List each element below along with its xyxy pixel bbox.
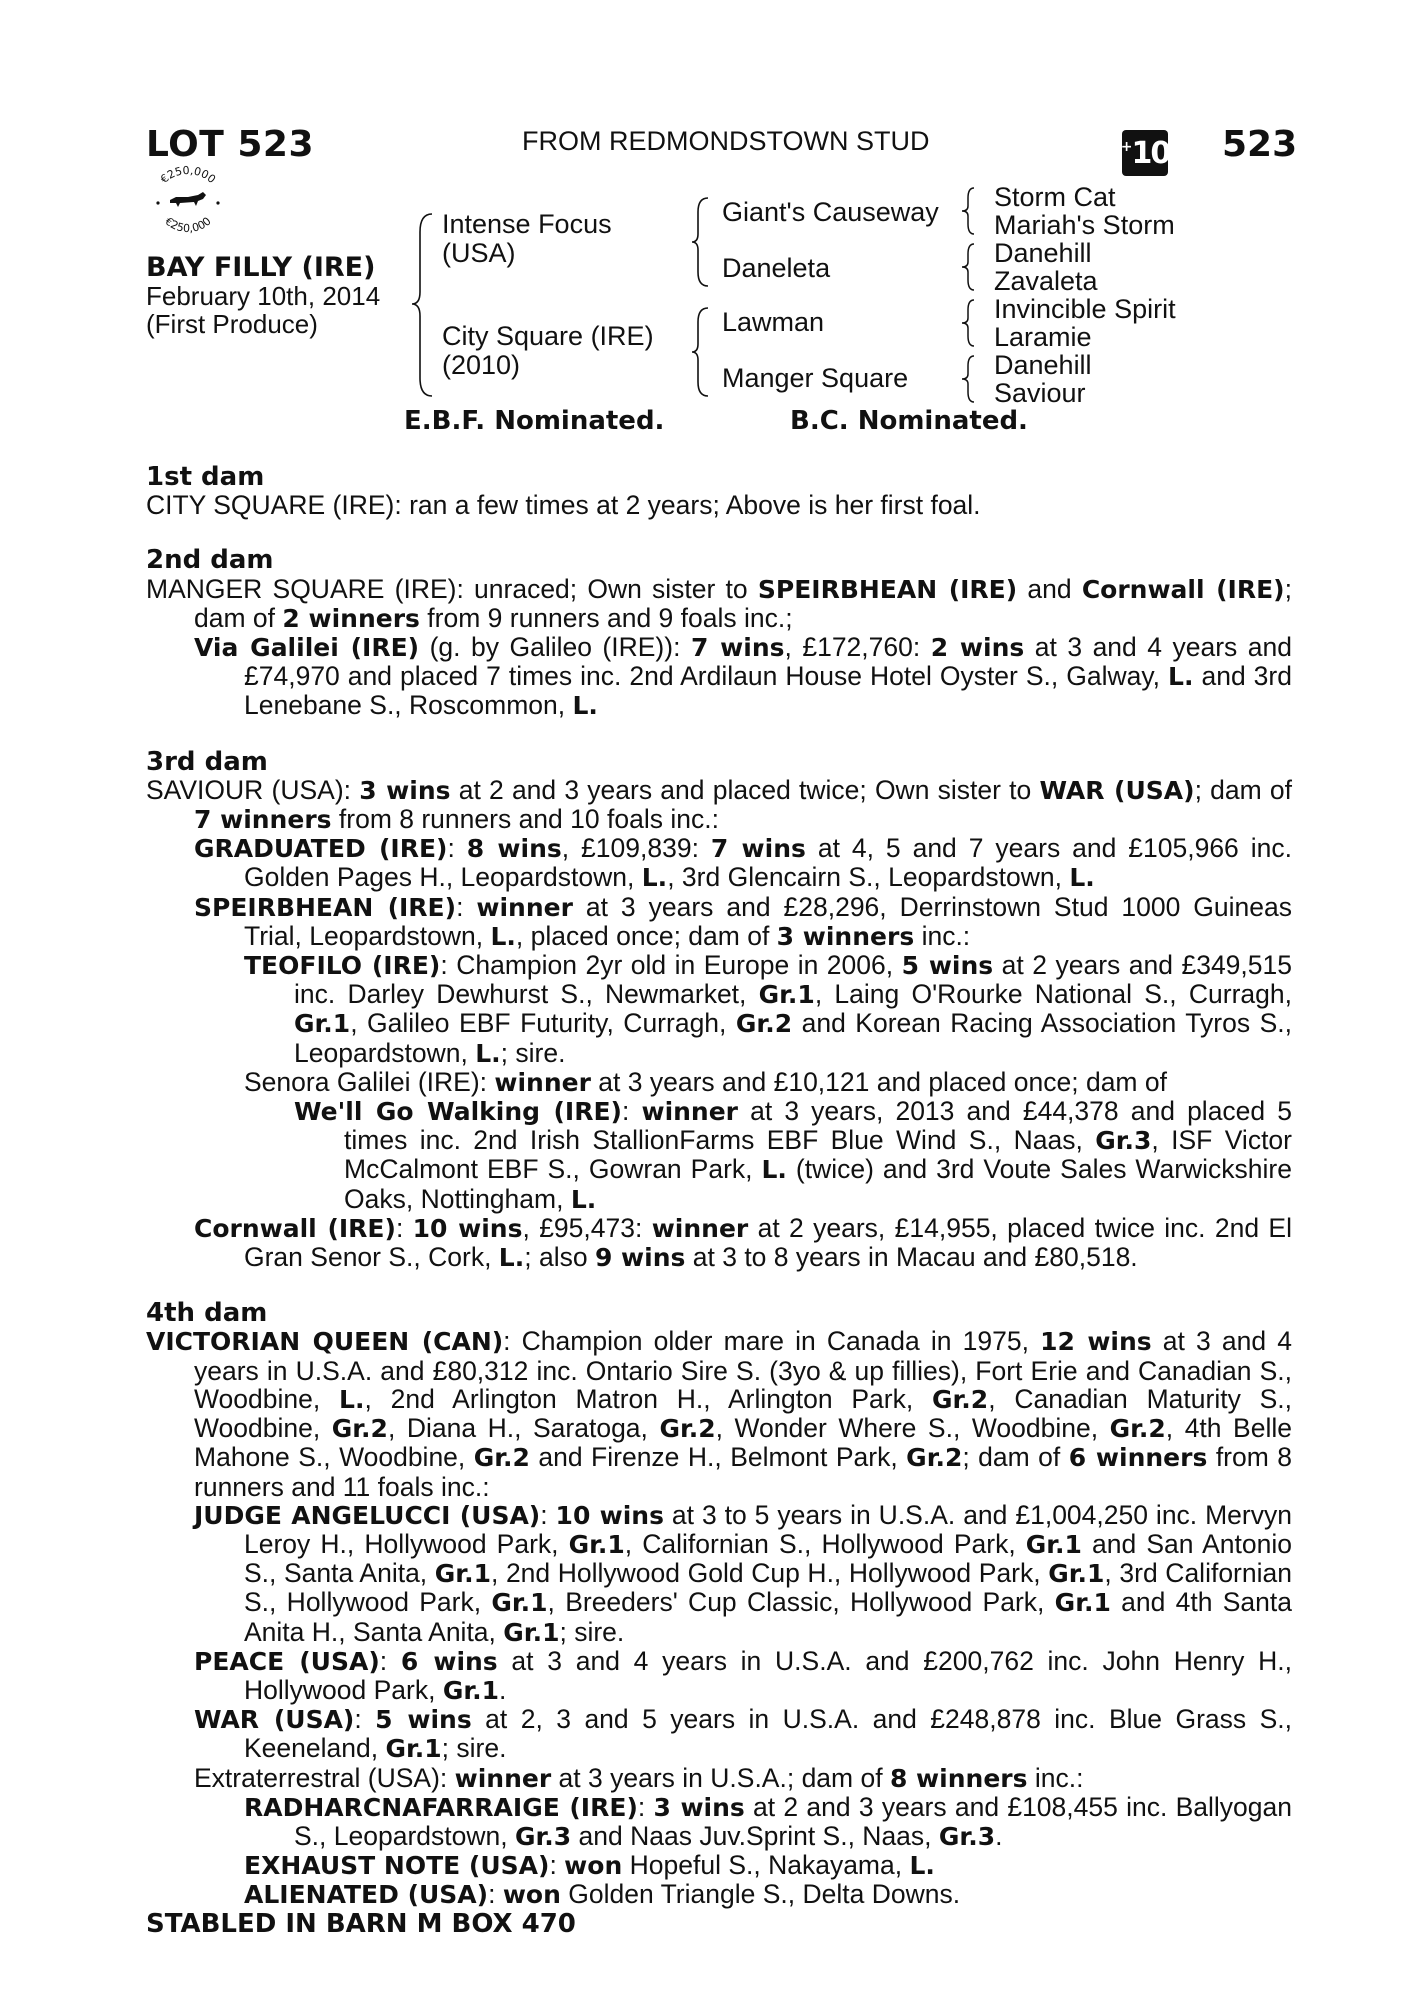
produce-note: (First Produce) (146, 309, 318, 339)
lot-number: 523 (1222, 124, 1298, 165)
first-dam-text: CITY SQUARE (IRE): ran a few times at 2 years; Above is her first foal. (146, 490, 981, 521)
lot-label: LOT 523 (146, 124, 314, 165)
ancestor: Mariah's Storm (994, 210, 1175, 240)
pedigree-bracket (690, 196, 714, 288)
progeny-entry: EXHAUST NOTE (USA): won Hopeful S., Nakayama, L. (244, 1850, 935, 1881)
svg-text:€250,000: €250,000 (162, 214, 214, 236)
foaled-date: February 10th, 2014 (146, 281, 381, 311)
progeny-entry: Via Galilei (IRE) (g. by Galileo (IRE)): 7 wins, £172,760: 2 wins at 3 and 4 years and £74,970 and placed 7 times inc. 2nd Ardilaun House Hotel Oyster S., Galway, L. and 3rd Lenebane S., Roscommon, L. (194, 632, 1292, 721)
pedigree-bracket (960, 354, 980, 404)
progeny-entry: Senora Galilei (IRE): winner at 3 years and £10,121 and placed once; dam of (244, 1066, 1167, 1097)
granddam-sire: Daneleta (722, 253, 831, 283)
progeny-entry: WAR (USA): 5 wins at 2, 3 and 5 years in U.S.A. and £248,878 inc. Blue Grass S., Keeneland, Gr.1; sire. (194, 1704, 1292, 1764)
svg-text:€250,000: €250,000 (157, 163, 219, 186)
progeny-entry: We'll Go Walking (IRE): winner at 3 years, 2013 and £44,378 and placed 5 times inc. 2nd Irish StallionFarms EBF Blue Wind S., Naas, Gr.3, ISF Victor McCalmont EBF S., Gowran Park, L. (twice) and 3rd Voute Sales Warwickshire Oaks, Nottingham, L. (294, 1096, 1293, 1214)
first-dam-heading: 1st dam (146, 462, 265, 492)
fourth-dam-heading: 4th dam (146, 1298, 268, 1329)
progeny-entry: RADHARCNAFARRAIGE (IRE): 3 wins at 2 and 3 years and £108,455 inc. Ballyogan S., Leopardstown, Gr.3 and Naas Juv.Sprint S., Naas, Gr.3. (244, 1791, 1292, 1851)
consignor: FROM REDMONDSTOWN STUD (522, 126, 930, 156)
badge-icon: + 10 (1122, 130, 1168, 176)
stabling-location: STABLED IN BARN M BOX 470 (146, 1908, 576, 1939)
third-dam-text: SAVIOUR (USA): 3 wins at 2 and 3 years and placed twice; Own sister to WAR (USA); dam of 7 winners from 8 runners and 10 foals inc.: (146, 774, 1292, 835)
horse-title: BAY FILLY (IRE) (146, 252, 376, 283)
progeny-entry: ALIENATED (USA): won Golden Triangle S., Delta Downs. (244, 1879, 961, 1910)
ancestor: Invincible Spirit (994, 294, 1176, 324)
second-dam-text: MANGER SQUARE (IRE): unraced; Own sister to SPEIRBHEAN (IRE) and Cornwall (IRE); dam of 2 winners from 9 runners and 9 foals inc.; (146, 573, 1292, 633)
progeny-entry: PEACE (USA): 6 wins at 3 and 4 years in U.S.A. and £200,762 inc. John Henry H., Hollywood Park, Gr.1. (194, 1645, 1292, 1705)
progeny-entry: Cornwall (IRE): 10 wins, £95,473: winner at 2 years, £14,955, placed twice inc. 2nd El Gran Senor S., Cork, L.; also 9 wins at 3 to 8 years in Macau and £80,518. (194, 1212, 1292, 1273)
progeny-entry: Extraterrestral (USA): winner at 3 years in U.S.A.; dam of 8 winners inc.: (194, 1762, 1084, 1793)
pedigree-bracket (960, 242, 980, 292)
pedigree-bracket (410, 212, 440, 398)
dam: City Square (IRE) (2010) (442, 321, 654, 380)
ancestor: Laramie (994, 322, 1092, 352)
price-stamp-icon (148, 163, 228, 236)
progeny-entry: JUDGE ANGELUCCI (USA): 10 wins at 3 to 5 years in U.S.A. and £1,004,250 inc. Mervyn Leroy H., Hollywood Park, Gr.1, Californian S., Hollywood Park, Gr.1 and San Antonio S., Santa Anita, Gr.1, 2nd Hollywood Gold Cup H., Hollywood Park, Gr.1, 3rd Californian S., Hollywood Park, Gr.1, Breeders' Cup Classic, Hollywood Park, Gr.1 and 4th Santa Anita H., Santa Anita, Gr.1; sire. (194, 1499, 1293, 1647)
bc-nomination: B.C. Nominated. (790, 406, 1028, 436)
pedigree-bracket (960, 186, 980, 236)
grandsire-sire: Giant's Causeway (722, 197, 939, 227)
ebf-nomination: E.B.F. Nominated. (404, 406, 665, 436)
ancestor: Storm Cat (994, 182, 1116, 212)
granddam-dam: Manger Square (722, 363, 909, 393)
ancestor: Danehill (994, 350, 1092, 380)
pedigree-bracket (690, 306, 714, 398)
ancestor: Danehill (994, 238, 1092, 268)
third-dam-heading: 3rd dam (146, 746, 268, 777)
progeny-entry: SPEIRBHEAN (IRE): winner at 3 years and £28,296, Derrinstown Stud 1000 Guineas Trial, Leopardstown, L., placed once; dam of 3 winners inc.: (194, 891, 1292, 951)
second-dam-heading: 2nd dam (146, 545, 274, 576)
sire: Intense Focus (USA) (442, 209, 612, 268)
ancestor: Saviour (994, 378, 1086, 408)
ancestor: Zavaleta (994, 266, 1098, 296)
fourth-dam-text: VICTORIAN QUEEN (CAN): Champion older mare in Canada in 1975, 12 wins at 3 and 4 years in U.S.A. and £80,312 inc. Ontario Sire S. (3yo & up fillies), Fort Erie and Canadian S., Woodbine, L., 2nd Arlington Matron H., Arlington Park, Gr.2, Canadian Maturity S., Woodbine, Gr.2, Diana H., Saratoga, Gr.2, Wonder Where S., Woodbine, Gr.2, 4th Belle Mahone S., Woodbine, Gr.2 and Firenze H., Belmont Park, Gr.2; dam of 6 winners from 8 runners and 11 foals inc.: (146, 1326, 1293, 1502)
grandsire-dam: Lawman (722, 307, 825, 337)
pedigree-bracket (960, 298, 980, 348)
produce-record (146, 463, 1292, 1938)
progeny-entry: GRADUATED (IRE): 8 wins, £109,839: 7 wins at 4, 5 and 7 years and £105,966 inc. Golden Pages H., Leopardstown, L., 3rd Glencairn S., Leopardstown, L. (194, 833, 1292, 893)
progeny-entry: TEOFILO (IRE): Champion 2yr old in Europe in 2006, 5 wins at 2 years and £349,515 inc. Darley Dewhurst S., Newmarket, Gr.1, Laing O'Rourke National S., Curragh, Gr.1, Galileo EBF Futurity, Curragh, Gr.2 and Korean Racing Association Tyros S., Leopardstown, L.; sire. (244, 950, 1292, 1068)
